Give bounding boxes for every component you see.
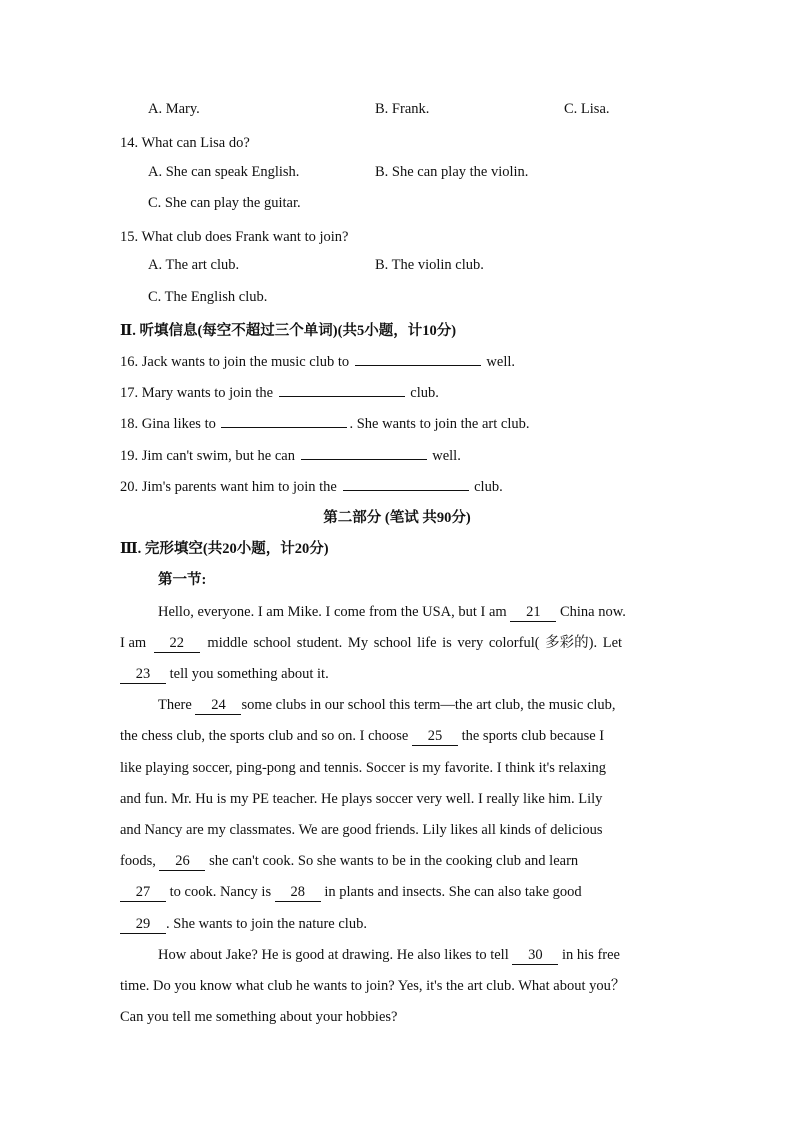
q14-option-a: A. She can speak English. <box>148 164 300 180</box>
passage-text: the chess club, the sports club and so on. I choose <box>120 728 409 744</box>
q20-text-start: 20. Jim's parents want him to join the <box>120 479 337 495</box>
passage-line-8: and Nancy are my classmates. We are good friends. Lily likes all kinds of delicious <box>120 822 603 838</box>
section-3-heading: Ⅲ. 完形填空(共20小题，计20分) <box>120 541 329 557</box>
cloze-blank-29[interactable]: 29 <box>120 915 166 934</box>
q17-blank[interactable] <box>279 382 405 397</box>
passage-line-10 <box>120 881 582 903</box>
section-2-heading: Ⅱ. 听填信息(每空不超过三个单词)(共5小题，计10分) <box>120 323 457 339</box>
passage-line-3 <box>120 663 329 685</box>
passage-line-4 <box>158 694 616 716</box>
cloze-blank-28[interactable]: 28 <box>275 883 321 902</box>
q14-question: 14. What can Lisa do? <box>120 135 250 151</box>
passage-text: China now. <box>559 604 626 620</box>
q14-option-b: B. She can play the violin. <box>375 164 529 180</box>
q18-text-end: . She wants to join the art club. <box>349 416 530 432</box>
cloze-blank-21[interactable]: 21 <box>510 603 556 622</box>
passage-text: foods, <box>120 853 156 869</box>
q18-text-start: 18. Gina likes to <box>120 416 216 432</box>
q16-text-end: well. <box>486 354 515 370</box>
passage-text: she can't cook. So she wants to be in the cooking club and learn <box>209 853 579 869</box>
passage-text: in plants and insects. She can also take good <box>324 884 582 900</box>
passage-text: How about Jake? He is good at drawing. He also likes to tell <box>158 947 509 963</box>
q18 <box>120 413 530 435</box>
q19-text-end: well. <box>432 448 461 464</box>
cloze-blank-30[interactable]: 30 <box>512 946 558 965</box>
cloze-blank-22[interactable]: 22 <box>154 634 200 653</box>
passage-text: Hello, everyone. I am Mike. I come from the USA, but I am <box>158 604 507 620</box>
q13-option-b: B. Frank. <box>375 101 430 117</box>
q19-blank[interactable] <box>301 445 427 460</box>
q20-blank[interactable] <box>343 476 469 491</box>
q16 <box>120 351 515 373</box>
q20-text-end: club. <box>474 479 503 495</box>
passage-line-6: like playing soccer, ping-pong and tennis. Soccer is my favorite. I think it's relaxing <box>120 760 607 776</box>
passage-line-13: time. Do you know what club he wants to join? Yes, it's the art club. What about you？ <box>120 978 626 994</box>
q17-text-end: club. <box>410 385 439 401</box>
q16-text-start: 16. Jack wants to join the music club to <box>120 354 350 370</box>
q17 <box>120 382 439 404</box>
passage-text: some clubs in our school this term—the art club, the music club, <box>241 697 616 713</box>
passage-text: in his free <box>562 947 620 963</box>
passage-text: I am <box>120 635 147 651</box>
q19 <box>120 445 461 467</box>
passage-line-7: and fun. Mr. Hu is my PE teacher. He plays soccer very well. I really like him. Lily <box>120 791 603 807</box>
q18-blank[interactable] <box>221 413 347 428</box>
passage-text: to cook. Nancy is <box>169 884 272 900</box>
q17-text-start: 17. Mary wants to join the <box>120 385 274 401</box>
passage-line-9 <box>120 850 578 872</box>
passage-text: . She wants to join the nature club. <box>166 916 367 932</box>
cloze-blank-24[interactable]: 24 <box>195 696 241 715</box>
q15-option-b: B. The violin club. <box>375 257 484 273</box>
passage-text: the sports club because I <box>461 728 605 744</box>
section-3-subheading: 第一节: <box>158 572 207 588</box>
passage-text: There <box>158 697 192 713</box>
passage-line-11 <box>120 913 367 935</box>
passage-line-2 <box>120 632 622 654</box>
q16-blank[interactable] <box>355 351 481 366</box>
passage-line-12 <box>158 944 620 966</box>
q14-option-c: C. She can play the guitar. <box>148 195 301 211</box>
cloze-blank-23[interactable]: 23 <box>120 665 166 684</box>
q13-option-a: A. Mary. <box>148 101 200 117</box>
cloze-blank-27[interactable]: 27 <box>120 883 166 902</box>
passage-text: middle school student. My school life is very colorful( 多彩的). Let <box>207 635 623 651</box>
cloze-blank-26[interactable]: 26 <box>159 852 205 871</box>
q15-question: 15. What club does Frank want to join? <box>120 229 349 245</box>
passage-line-5 <box>120 725 604 747</box>
q15-option-a: A. The art club. <box>148 257 240 273</box>
q20 <box>120 476 503 498</box>
q13-option-c: C. Lisa. <box>564 101 610 117</box>
cloze-blank-25[interactable]: 25 <box>412 727 458 746</box>
passage-line-14: Can you tell me something about your hobbies? <box>120 1009 398 1025</box>
passage-text: tell you something about it. <box>169 666 329 682</box>
passage-line-1 <box>158 601 626 623</box>
part-2-title: 第二部分 (笔试 共90分) <box>323 510 471 526</box>
q15-option-c: C. The English club. <box>148 289 268 305</box>
q19-text-start: 19. Jim can't swim, but he can <box>120 448 295 464</box>
